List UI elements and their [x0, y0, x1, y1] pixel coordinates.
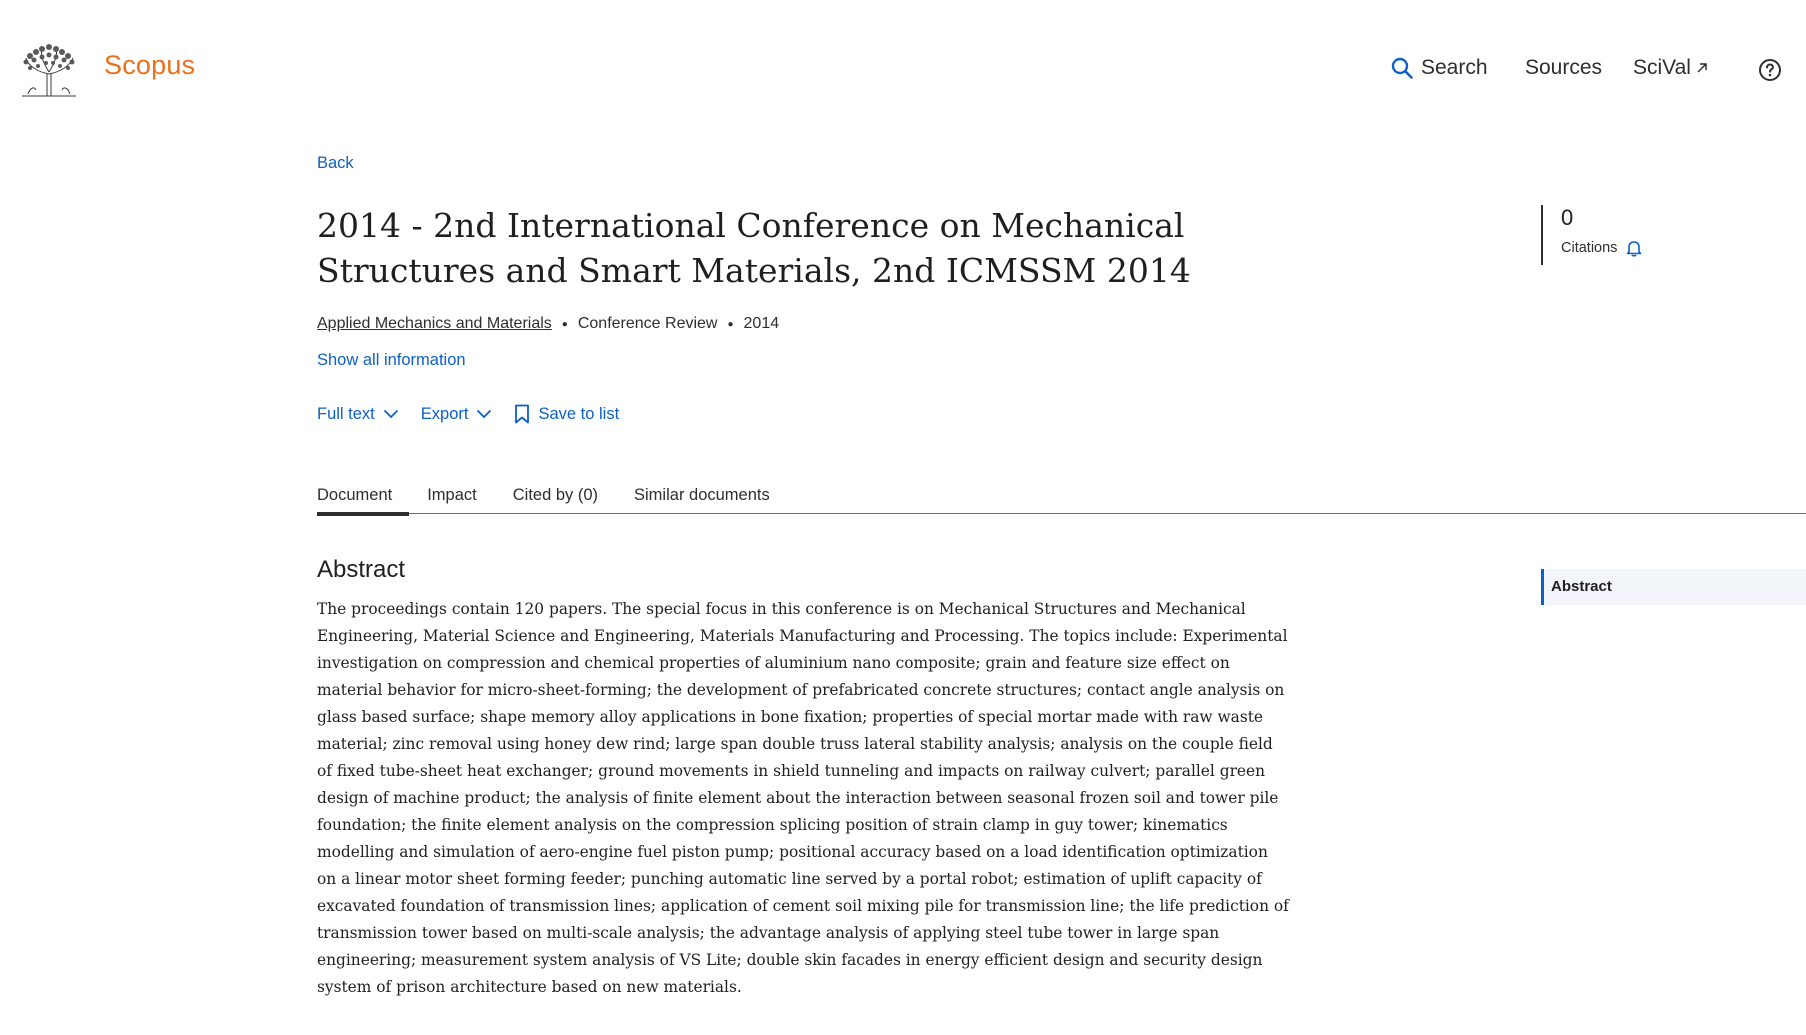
document-type: Conference Review — [577, 315, 718, 332]
external-link-icon — [1695, 61, 1709, 75]
nav-scival[interactable] — [1633, 56, 1709, 80]
outline-item-abstract[interactable]: Abstract — [1541, 569, 1806, 605]
tab-cited-by[interactable]: Cited by (0) — [512, 486, 599, 504]
export-label: Export — [420, 404, 469, 423]
source-title-link[interactable]: Applied Mechanics and Materials — [317, 315, 552, 332]
elsevier-tree-logo-icon[interactable] — [18, 44, 80, 98]
chevron-down-icon — [476, 409, 492, 419]
nav-scival-label: SciVal — [1633, 56, 1691, 79]
citations-label: Citations — [1561, 240, 1618, 256]
save-to-list-button[interactable] — [514, 404, 619, 424]
tab-document[interactable]: Document — [317, 480, 409, 514]
publication-year: 2014 — [743, 315, 780, 332]
export-dropdown[interactable] — [421, 405, 493, 424]
citations-count: 0 — [1561, 205, 1574, 230]
document-actions — [317, 404, 619, 424]
nav-sources[interactable] — [1525, 56, 1602, 80]
full-text-label: Full text — [317, 404, 375, 423]
meta-separator-dot: ● — [561, 318, 568, 330]
save-to-list-label: Save to list — [538, 404, 620, 423]
document-tabs — [317, 480, 1806, 514]
full-text-dropdown[interactable] — [317, 405, 399, 424]
back-link[interactable]: Back — [317, 154, 354, 172]
document-title: 2014 - 2nd International Conference on Mechanical Structures and Smart Materials, 2nd ICMSSM 2014 — [317, 206, 1191, 290]
top-header — [0, 0, 1806, 140]
abstract-text: The proceedings contain 120 papers. The special focus in this conference is on Mechanical Structures and Mechanical Engineering, Material Science and Engineering, Materials Manufacturing and Processing. The topics include: Experimental investigation on compression and chemical properties of aluminium nano composite; grain and feature size effect on material behavior for micro-sheet-forming; the development of prefabricated concrete structures; contact angle analysis on glass based surface; shape memory alloy applications in bone fixation; properties of special mortar made with raw waste material; zinc removal using honey dew rind; large span double truss lateral stability analysis; analysis on the couple field of fixed tube-sheet heat exchanger; ground movements in shield tunneling and impacts on railway culvert; parallel green design of machine product; the analysis of finite element about the interaction between seasonal frozen soil and tower pile foundation; the finite element analysis on the compression splicing position of strain clamp in guy tower; kinematics modelling and simulation of aero-engine fuel piston pump; positional accuracy based on a load identification optimization on a linear motor sheet forming feeder; punching automatic line served by a portal robot; estimation of uplift capacity of excavated foundation of transmission lines; application of cement soil mixing pile for transmission line; the life prediction of transmission tower based on multi-scale analysis; the advantage analysis of applying steel tube tower in large span engineering; measurement system analysis of VS Lite; double skin facades in energy efficient design and security design system of prison architecture based on new materials. — [317, 600, 1289, 996]
bell-icon[interactable] — [1625, 239, 1643, 257]
document-meta — [317, 315, 779, 333]
search-icon — [1391, 57, 1413, 79]
meta-separator-dot: ● — [727, 318, 734, 330]
nav-sources-label: Sources — [1525, 56, 1603, 79]
citations-label-row — [1561, 239, 1681, 257]
help-icon[interactable] — [1758, 58, 1782, 82]
bookmark-icon — [514, 404, 530, 424]
nav-search[interactable] — [1391, 56, 1488, 80]
show-all-information-link[interactable]: Show all information — [317, 351, 466, 369]
chevron-down-icon — [383, 409, 399, 419]
citations-panel — [1541, 205, 1681, 265]
tab-impact[interactable]: Impact — [427, 486, 477, 504]
tab-similar-documents[interactable]: Similar documents — [634, 486, 770, 504]
scopus-brand[interactable]: Scopus — [104, 50, 196, 80]
abstract-heading: Abstract — [317, 556, 406, 583]
nav-search-label: Search — [1421, 56, 1488, 79]
